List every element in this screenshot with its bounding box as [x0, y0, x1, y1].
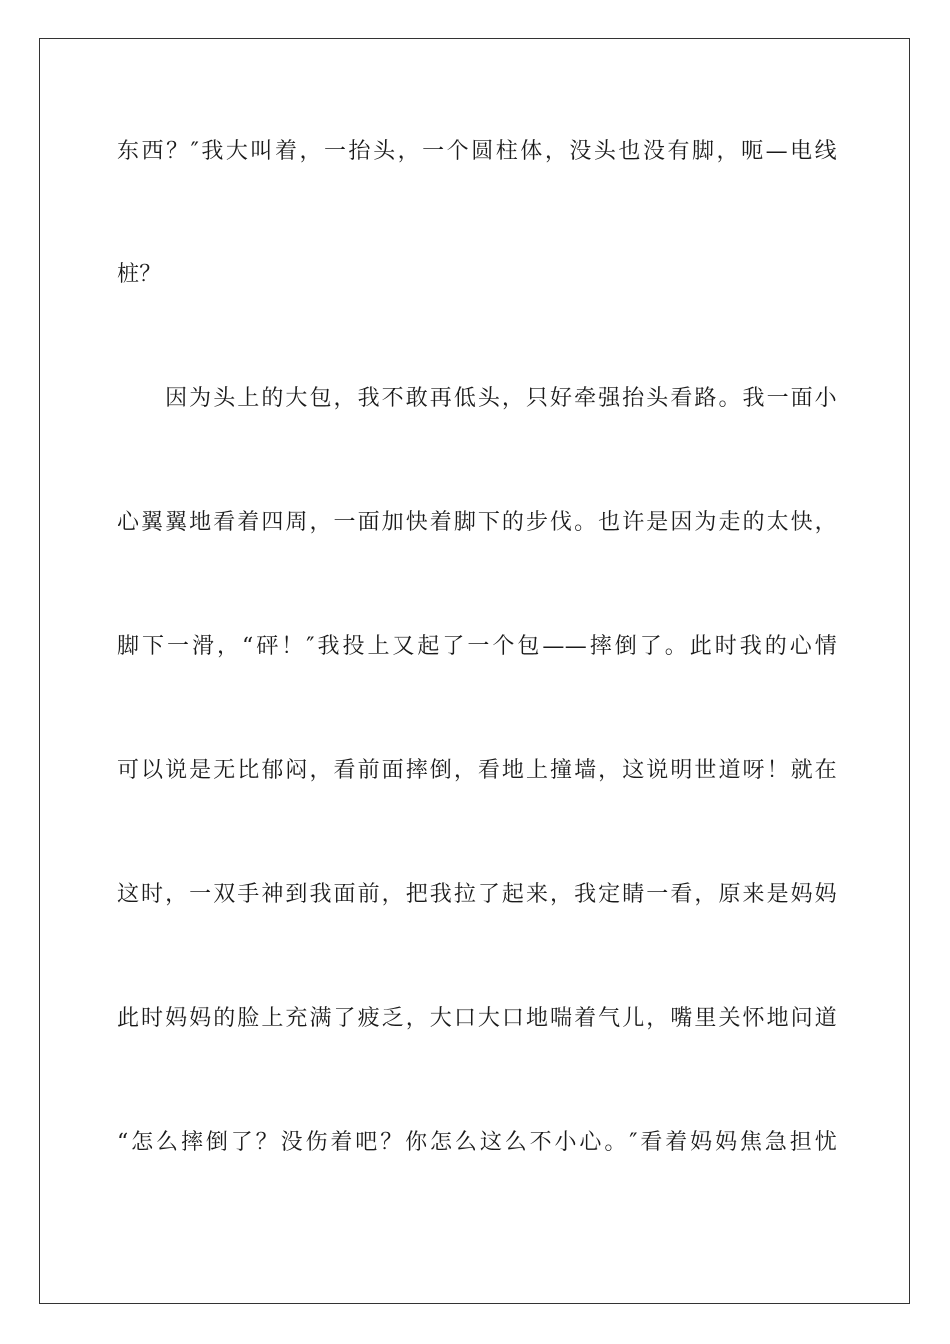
text-line-2: 桩？ — [117, 262, 162, 287]
text-line-1: 东西？″我大叫着，一抬头，一个圆柱体，没头也没有脚，呃—电线 — [117, 139, 837, 164]
text-line-5: 脚下一滑，“砰！″我投上又起了一个包——摔倒了。此时我的心情 — [117, 634, 837, 659]
text-line-8: 此时妈妈的脸上充满了疲乏，大口大口地喘着气儿，嘴里关怀地问道 — [117, 1006, 837, 1031]
text-line-6: 可以说是无比郁闷，看前面摔倒，看地上撞墙，这说明世道呀！就在 — [117, 758, 837, 783]
text-line-3: 因为头上的大包，我不敢再低头，只好牵强抬头看路。我一面小 — [117, 386, 837, 411]
text-line-9: “怎么摔倒了？没伤着吧？你怎么这么不小心。″看着妈妈焦急担忧 — [117, 1130, 837, 1155]
text-line-4: 心翼翼地看着四周，一面加快着脚下的步伐。也许是因为走的太快， — [117, 510, 837, 535]
page-border — [39, 38, 910, 1304]
text-line-7: 这时，一双手神到我面前，把我拉了起来，我定睛一看，原来是妈妈 — [117, 882, 837, 907]
